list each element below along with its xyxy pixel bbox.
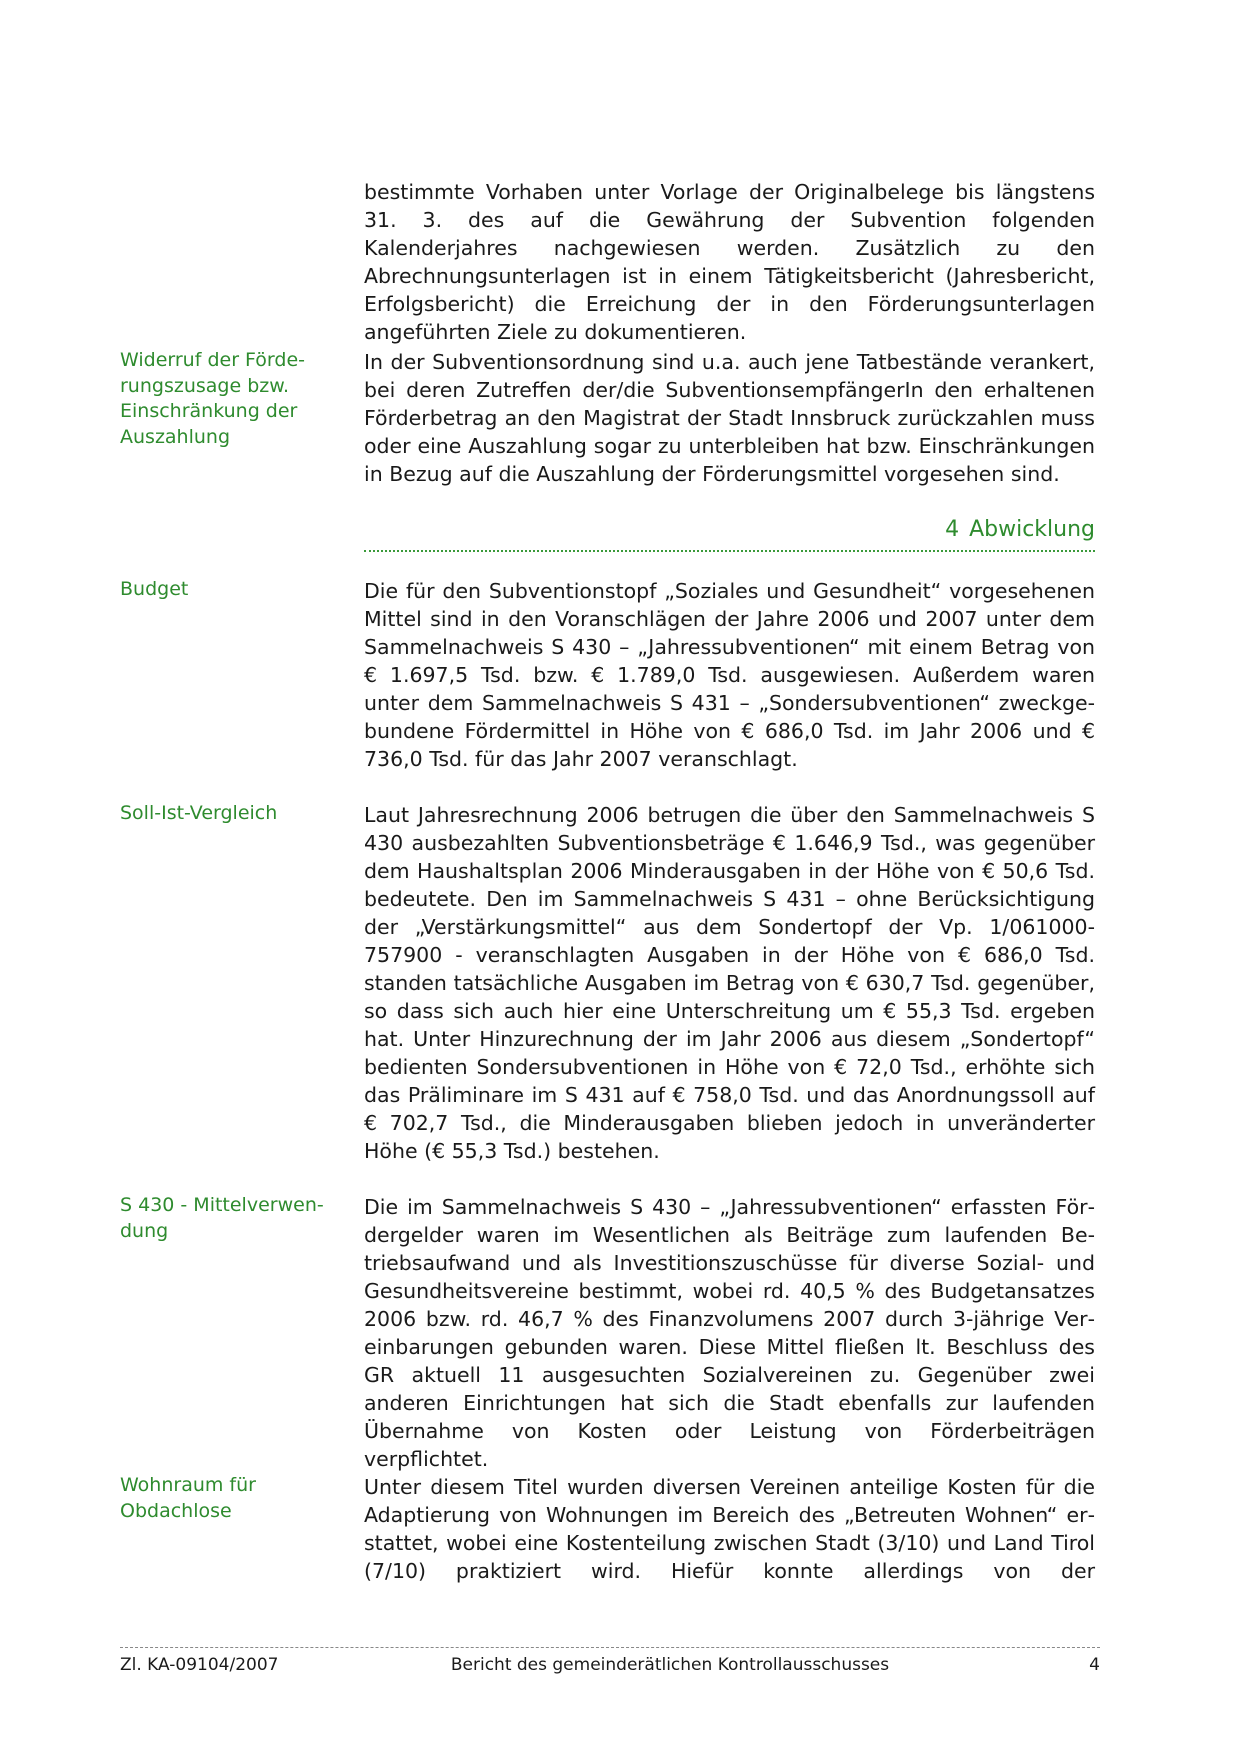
margin-note-s430: S 430 - Mittelverwendung xyxy=(120,1194,324,1242)
section-heading xyxy=(364,516,1095,552)
margin-note-soll-ist: Soll-Ist-Vergleich xyxy=(120,802,278,824)
footer-divider xyxy=(120,1647,1100,1648)
paragraph-budget: Die für den Subventionstopf „Soziales und Gesundheit“ vorgesehenen Mittel sind in den Voranschlägen der Jahre 2006 und 2007 unter dem Sammelnachweis S 430 – „Jahressubventionen“ mit einem Betrag von € 1.697,5 Tsd. bzw. € 1.789,0 Tsd. ausgewiesen. Außerdem waren unter dem Sammelnachweis S 431 – „Sondersubventionen“ zweckgebundene Fördermittel in Höhe von € 686,0 Tsd. im Jahr 2006 und € 736,0 Tsd. für das Jahr 2007 veranschlagt. xyxy=(364,579,1095,771)
margin-note-wohnraum: Wohnraum für Obdachlose xyxy=(120,1474,256,1522)
margin-note-widerruf: Widerruf der Förderungszusage bzw. Einschränkung der Auszahlung xyxy=(120,349,306,448)
section-title: Abwicklung xyxy=(969,517,1095,542)
margin-note-budget: Budget xyxy=(120,578,189,600)
paragraph-belege: bestimmte Vorhaben unter Vorlage der Originalbelege bis längstens 31. 3. des auf die Gewährung der Subvention folgenden Kalenderjahres nachgewiesen werden. Zusätzlich zu den Abrechnungsunterlagen ist in einem Tätigkeitsbericht (Jahresbericht, Erfolgsbericht) die Erreichung der in den Förderungsunterlagen angeführten Ziele zu dokumentieren. xyxy=(364,180,1095,344)
section-number: 4 xyxy=(945,517,960,542)
footer-title: Bericht des gemeinderätlichen Kontrollausschusses xyxy=(450,1655,890,1675)
paragraph-subventionsordnung: In der Subventionsordnung sind u.a. auch jene Tatbestände verankert, bei deren Zutreffen der/die SubventionsempfängerIn den erhaltenen Förderbetrag an den Magistrat der Stadt Innsbruck zurückzahlen muss oder eine Auszahlung sogar zu unterbleiben hat bzw. Einschränkungen in Bezug auf die Auszahlung der Förderungsmittel vorgesehen sind. xyxy=(364,350,1095,486)
footer-reference: Zl. KA-09104/2007 xyxy=(120,1655,279,1675)
footer-page-number: 4 xyxy=(1089,1655,1100,1675)
paragraph-wohnraum: Unter diesem Titel wurden diversen Vereinen anteilige Kosten für die Adaptierung von Wohnungen im Bereich des „Betreuten Wohnen“ erstattet, wobei eine Kostenteilung zwischen Stadt (3/10) und Land Tirol (7/10) praktiziert wird. Hiefür konnte allerdings von der xyxy=(364,1475,1095,1583)
paragraph-soll-ist: Laut Jahresrechnung 2006 betrugen die über den Sammelnachweis S 430 ausbezahlten Subventionsbeträge € 1.646,9 Tsd., was gegenüber dem Haushaltsplan 2006 Minderausgaben in der Höhe von € 50,6 Tsd. bedeutete. Den im Sammelnachweis S 431 – ohne Berücksichtigung der „Verstärkungsmittel“ aus dem Sondertopf der Vp. 1/061000-757900 - veranschlagten Ausgaben in der Höhe von € 686,0 Tsd. standen tatsächliche Ausgaben im Betrag von € 630,7 Tsd. gegenüber, so dass sich auch hier eine Unterschreitung um € 55,3 Tsd. ergeben hat. Unter Hinzurechnung der im Jahr 2006 aus diesem „Sondertopf“ bedienten Sondersubventionen in Höhe von € 72,0 Tsd., erhöhte sich das Präliminare im S 431 auf € 758,0 Tsd. und das Anordnungssoll auf € 702,7 Tsd., die Minderausgaben blieben jedoch in unveränderter Höhe (€ 55,3 Tsd.) bestehen. xyxy=(364,803,1095,1163)
paragraph-s430: Die im Sammelnachweis S 430 – „Jahressubventionen“ erfassten Fördergelder waren im Wesentlichen als Beiträge zum laufenden Betriebsaufwand und als Investitionszuschüsse für diverse Sozial- und Gesundheitsvereine bestimmt, wobei rd. 40,5 % des Budgetansatzes 2006 bzw. rd. 46,7 % des Finanzvolumens 2007 durch 3-jährige Vereinbarungen gebunden waren. Diese Mittel fließen lt. Beschluss des GR aktuell 11 ausgesuchten Sozialvereinen zu. Gegenüber zwei anderen Einrichtungen hat sich die Stadt ebenfalls zur laufenden Übernahme von Kosten oder Leistung von Förderbeiträgen verpflichtet. xyxy=(364,1195,1095,1471)
